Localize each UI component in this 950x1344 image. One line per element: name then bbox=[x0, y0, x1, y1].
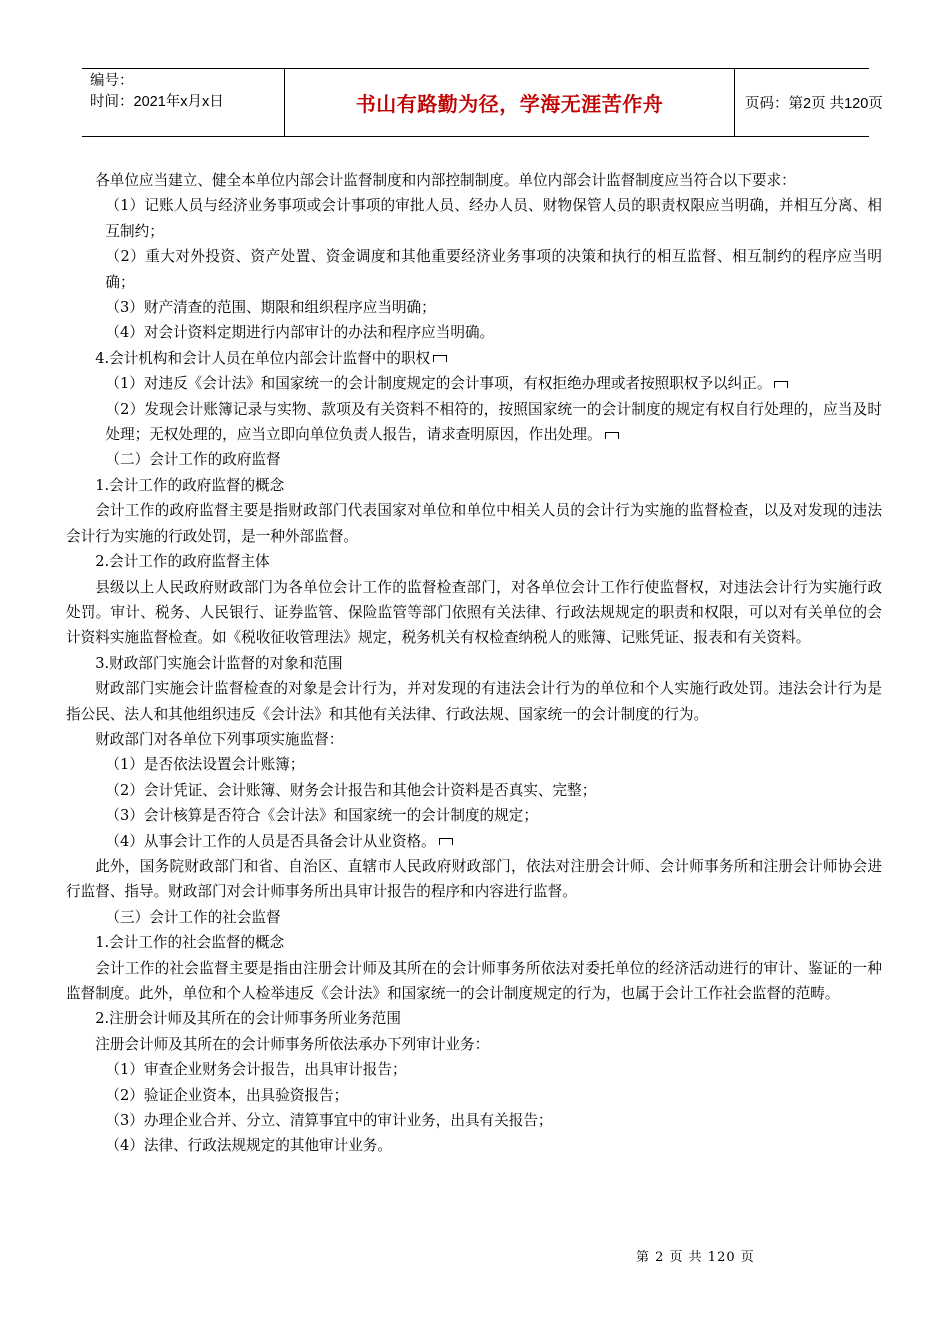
subsection-heading: 2.会计工作的政府监督主体 bbox=[95, 553, 270, 571]
list-item: （4）对会计资料定期进行内部审计的办法和程序应当明确。 bbox=[105, 324, 495, 342]
subsection-heading: 2.注册会计师及其所在的会计师事务所业务范围 bbox=[95, 1010, 401, 1028]
subsection-heading: 1.会计工作的政府监督的概念 bbox=[95, 476, 285, 494]
paragraph: 此外，国务院财政部门和省、自治区、直辖市人民政府财政部门，依法对注册会计师、会计师事务所和注册会计师协会进行监督、指导。财政部门对会计师事务所出具审计报告的程序和内容进行监督。 bbox=[66, 857, 882, 901]
list-item: （3）会计核算是否符合《会计法》和国家统一的会计制度的规定； bbox=[105, 807, 538, 825]
header-motto-cell bbox=[284, 69, 735, 136]
list-item: （3）财产清查的范围、期限和组织程序应当明确； bbox=[105, 299, 436, 317]
list-item: （1）对违反《会计法》和国家统一的会计制度规定的会计事项，有权拒绝办理或者按照职权予以纠正。 bbox=[66, 371, 882, 396]
list-item: （4）从事会计工作的人员是否具备会计从业资格。 bbox=[66, 829, 882, 854]
paragraph-mark-icon bbox=[774, 381, 788, 388]
header-page-number: 页码：第2页 共120页 bbox=[745, 96, 883, 112]
document-body bbox=[66, 168, 882, 1159]
page-header bbox=[82, 68, 883, 137]
list-item: （1）是否依法设置会计账簿； bbox=[105, 756, 305, 774]
section-heading: （二）会计工作的政府监督 bbox=[105, 451, 281, 469]
section-heading: 4.会计机构和会计人员在单位内部会计监督中的职权 bbox=[66, 346, 882, 371]
header-meta bbox=[82, 69, 284, 136]
paragraph: 财政部门对各单位下列事项实施监督： bbox=[95, 730, 344, 748]
paragraph-mark-icon bbox=[433, 355, 447, 362]
list-item: （2）会计凭证、会计账簿、财务会计报告和其他会计资料是否真实、完整； bbox=[105, 781, 597, 799]
list-item: （2）重大对外投资、资产处置、资金调度和其他重要经济业务事项的决策和执行的相互监督、相互制约的程序应当明确； bbox=[105, 248, 882, 291]
list-item: （3）办理企业合并、分立、清算事宜中的审计业务，出具有关报告； bbox=[105, 1112, 553, 1130]
subsection-heading: 3.财政部门实施会计监督的对象和范围 bbox=[95, 654, 343, 672]
list-item: （4）法律、行政法规规定的其他审计业务。 bbox=[105, 1137, 392, 1155]
subsection-heading: 1.会计工作的社会监督的概念 bbox=[95, 934, 285, 952]
list-item: （2）验证企业资本，出具验资报告； bbox=[105, 1086, 349, 1104]
paragraph: 会计工作的政府监督主要是指财政部门代表国家对单位和单位中相关人员的会计行为实施的监督检查，以及对发现的违法会计行为实施的行政处罚，是一种外部监督。 bbox=[66, 502, 882, 545]
list-item: （1）记账人员与经济业务事项或会计事项的审批人员、经办人员、财物保管人员的职责权限应当明确，并相互分离、相互制约； bbox=[105, 197, 882, 240]
list-item: （1）审查企业财务会计报告，出具审计报告； bbox=[105, 1061, 407, 1079]
document-number: 编号： bbox=[90, 73, 134, 89]
paragraph: 各单位应当建立、健全本单位内部会计监督制度和内部控制制度。单位内部会计监督制度应当符合以下要求： bbox=[95, 172, 796, 189]
header-motto: 书山有路勤为径，学海无涯苦作舟 bbox=[355, 92, 664, 116]
paragraph: 会计工作的社会监督主要是指由注册会计师及其所在的会计师事务所依法对委托单位的经济活动进行的审计、鉴证的一种监督制度。此外，单位和个人检举违反《会计法》和国家统一的会计制度规定的行为，也属于会计工作社会监督的范畴。 bbox=[66, 959, 882, 1002]
paragraph: 注册会计师及其所在的会计师事务所依法承办下列审计业务： bbox=[95, 1035, 490, 1053]
document-date: 时间：2021年x月x日 bbox=[90, 94, 224, 110]
paragraph: 财政部门实施会计监督检查的对象是会计行为，并对发现的有违法会计行为的单位和个人实施行政处罚。违法会计行为是指公民、法人和其他组织违反《会计法》和其他有关法律、行政法规、国家统一的会计制度的行为。 bbox=[66, 680, 882, 723]
paragraph-mark-icon bbox=[605, 432, 619, 439]
section-heading: （三）会计工作的社会监督 bbox=[105, 908, 281, 926]
paragraph: 县级以上人民政府财政部门为各单位会计工作的监督检查部门，对各单位会计工作行使监督权，对违法会计行为实施行政处罚。审计、税务、人民银行、证券监管、保险监管等部门依照有关法律、行政法规规定的职责和权限，可以对有关单位的会计资料实施监督检查。如《税收征收管理法》规定，税务机关有权检查纳税人的账簿、记账凭证、报表和有关资料。 bbox=[66, 578, 882, 647]
paragraph-mark-icon bbox=[439, 838, 453, 845]
page-footer: 第 2 页 共 120 页 bbox=[636, 1250, 755, 1265]
list-item: （2）发现会计账簿记录与实物、款项及有关资料不相符的，按照国家统一的会计制度的规定有权自行处理的，应当及时处理；无权处理的，应当立即向单位负责人报告，请求查明原因，作出处理。 bbox=[105, 400, 882, 444]
